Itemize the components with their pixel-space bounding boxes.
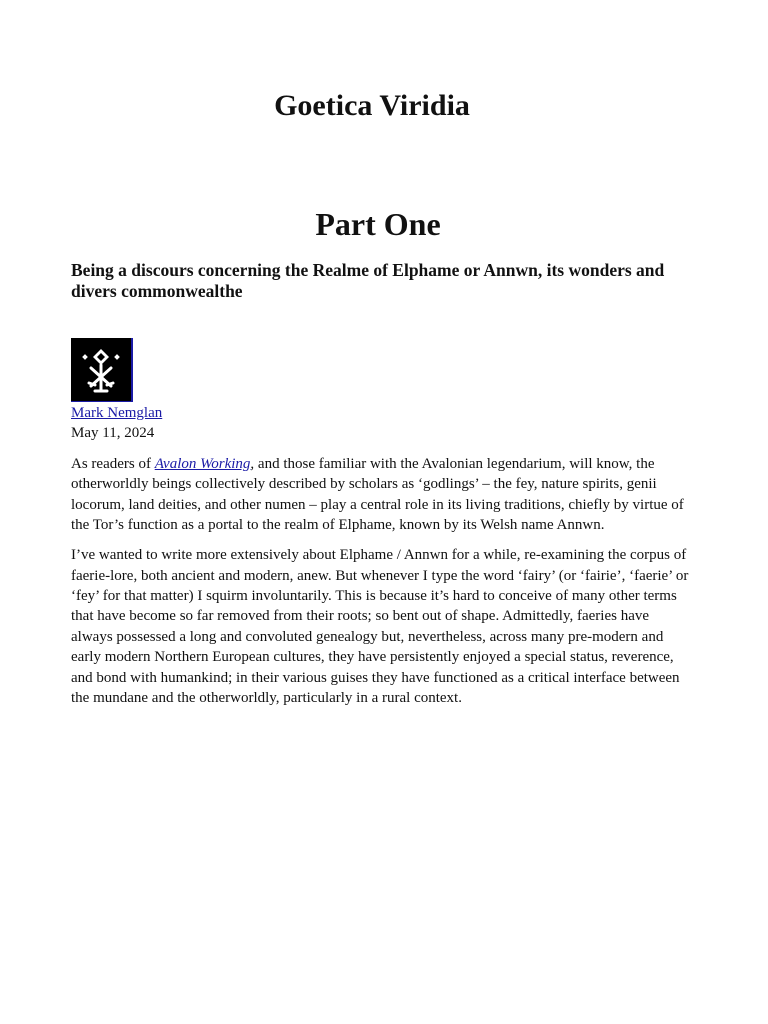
post-subtitle: Being a discours concerning the Realme of Elphame or Annwn, its wonders and divers commonwealthe bbox=[71, 260, 665, 301]
site-title[interactable]: Goetica Viridia bbox=[274, 89, 470, 122]
sigil-icon bbox=[71, 338, 131, 401]
avalon-working-link[interactable]: Avalon Working bbox=[154, 456, 251, 472]
post-title: Part One bbox=[315, 206, 441, 242]
author-link[interactable]: Mark Nemglan bbox=[71, 405, 163, 421]
post-date: May 11, 2024 bbox=[71, 425, 155, 441]
paragraph: I’ve wanted to write more extensively about Elphame / Annwn for a while, re-examining the corpus of faerie-lore, both ancient and modern, anew. But whenever I type the word ‘fairy’ (or ‘fairie’, ‘faerie’ or ‘fey’ for that matter) I squirm involuntarily. This is because it’s hard to conceive of many other terms that have become so far removed from their roots; so bent out of shape. Admittedly, faeries have always possessed a long and convoluted genealogy but, nevertheless, across many pre-modern and early modern Northern European cultures, they have persistently enjoyed a special status, reverence, and bond with humankind; in their various guises they have functioned as a critical interface between the mundane and the otherworldly, particularly in a rural context. bbox=[71, 547, 689, 706]
post-content bbox=[71, 454, 693, 718]
paragraph bbox=[71, 454, 693, 536]
paragraph-text: , and those familiar with the Avalonian legendarium, will know, the otherworldly beings collectively described by scholars as ‘godlings’ – the fey, nature spirits, genii locorum, land deities, and other numen – play a central role in its living traditions, chiefly by virtue of the Tor’s function as a portal to the realm of Elphame, known by its Welsh name Annwn. bbox=[71, 456, 684, 534]
paragraph-text: As readers of bbox=[71, 456, 155, 472]
author-avatar[interactable] bbox=[71, 338, 133, 402]
